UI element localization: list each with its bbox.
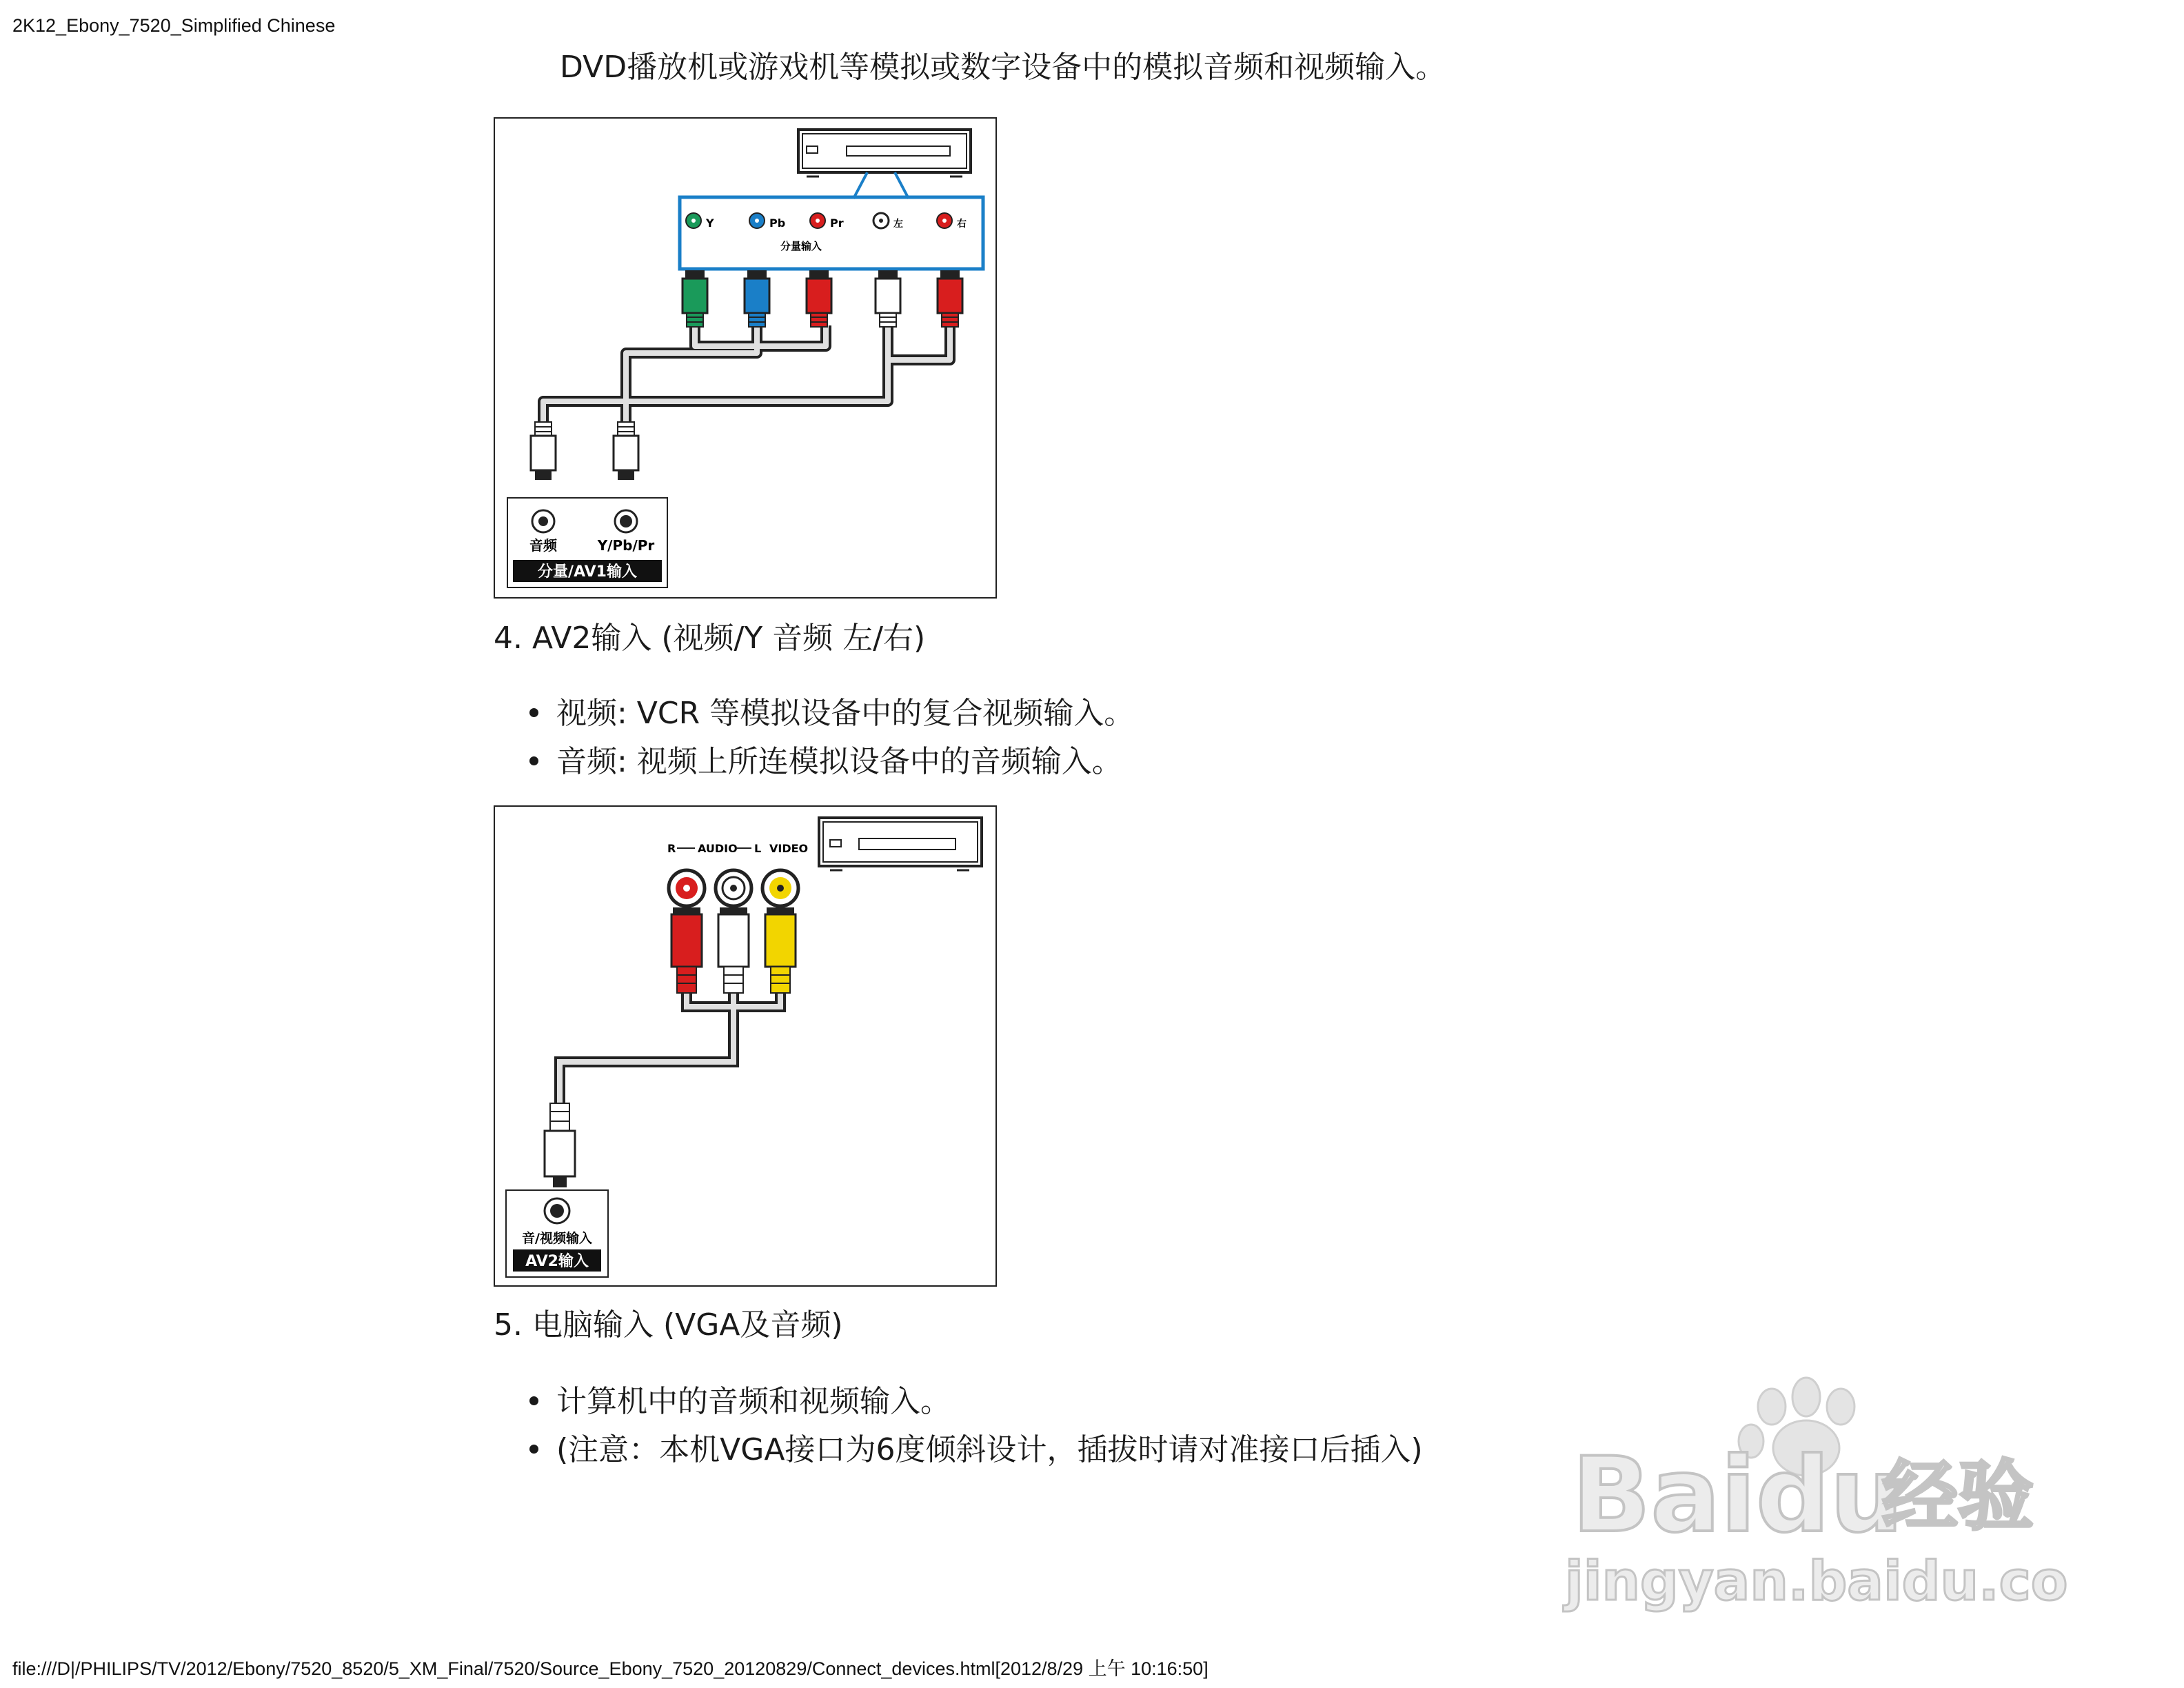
av-top-labels [667, 842, 808, 855]
panel-label: 分量输入 [780, 240, 822, 252]
av-cable-lines [560, 993, 780, 1103]
bullet-text: 视频: VCR 等模拟设备中的复合视频输入。 [556, 696, 1135, 731]
bullet-dot [529, 708, 538, 717]
intro-line: DVD播放机或游戏机等模拟或数字设备中的模拟音频和视频输入。 [560, 50, 1446, 85]
component-output-panel [680, 172, 983, 269]
tv-av2-panel [506, 1190, 608, 1277]
jack-label-y: Y [706, 217, 714, 230]
figure-component-connection [494, 117, 997, 599]
figure-av2-connection [494, 805, 997, 1287]
section4-bullet-1 [529, 688, 1134, 732]
label-r: R [667, 842, 676, 855]
plug-yellow [765, 907, 796, 993]
rca-plug-green [682, 270, 707, 327]
tv-av-label: 音/视频输入 [522, 1231, 592, 1246]
watermark-url: jingyan.baidu.com [1565, 1551, 2068, 1613]
jack-label-pr: Pr [830, 217, 844, 230]
tv-plug-audio [531, 422, 556, 480]
vcr-device-icon [819, 818, 982, 870]
rca-plug-blue [745, 270, 769, 327]
tv-plug-video [614, 422, 638, 480]
tv-plug-av2 [545, 1103, 575, 1187]
bullet-dot [529, 1445, 538, 1454]
bullet-text: 计算机中的音频和视频输入。 [556, 1384, 951, 1419]
bullet-text: (注意：本机VGA接口为6度倾斜设计，插拔时请对准接口后插入) [556, 1432, 1423, 1467]
section5-bullet-2 [529, 1425, 1423, 1469]
baidu-watermark [1544, 1372, 2068, 1620]
jack-label-right: 右 [957, 219, 967, 230]
section4-title: 4. AV2输入 (视频/Y 音频 左/右) [494, 621, 926, 656]
section5-bullet-1 [529, 1376, 951, 1420]
jack-label-left: 左 [893, 219, 903, 230]
watermark-brand-cn: 经验 [1882, 1452, 2034, 1540]
footer-file-url: file:///D|/PHILIPS/TV/2012/Ebony/7520_8520/5_XM_Final/7520/Source_Ebony_7520_20120829/Connect_devices.html[2012/8/29 上午 10:16:50] [12, 1658, 1209, 1679]
rca-plug-white [876, 270, 900, 327]
tv-label-audio: 音频 [529, 537, 557, 554]
page-header-title: 2K12_Ebony_7520_Simplified Chinese [12, 15, 336, 36]
watermark-brand: Baidu [1572, 1436, 1904, 1556]
plug-red [671, 907, 702, 993]
tv-label-ypbpr: Y/Pb/Pr [597, 537, 655, 554]
rca-plug-red [807, 270, 831, 327]
bullet-dot [529, 756, 538, 765]
label-audio: AUDIO [698, 842, 738, 855]
label-video: VIDEO [769, 842, 809, 855]
tv-panel-label: 分量/AV1输入 [538, 563, 637, 581]
cable-lines [543, 325, 950, 422]
bullet-dot [529, 1396, 538, 1405]
tv-av2-panel-label: AV2输入 [525, 1253, 589, 1270]
section5-title: 5. 电脑输入 (VGA及音频) [494, 1307, 843, 1343]
label-l: L [754, 842, 762, 855]
jack-label-pb: Pb [769, 217, 786, 230]
plug-white [718, 907, 749, 993]
tv-input-panel [507, 498, 667, 587]
rca-plug-red-audio [938, 270, 962, 327]
bullet-text: 音频: 视频上所连模拟设备中的音频输入。 [556, 744, 1122, 779]
section4-bullet-2 [529, 736, 1122, 781]
dvd-player-icon [798, 130, 971, 177]
